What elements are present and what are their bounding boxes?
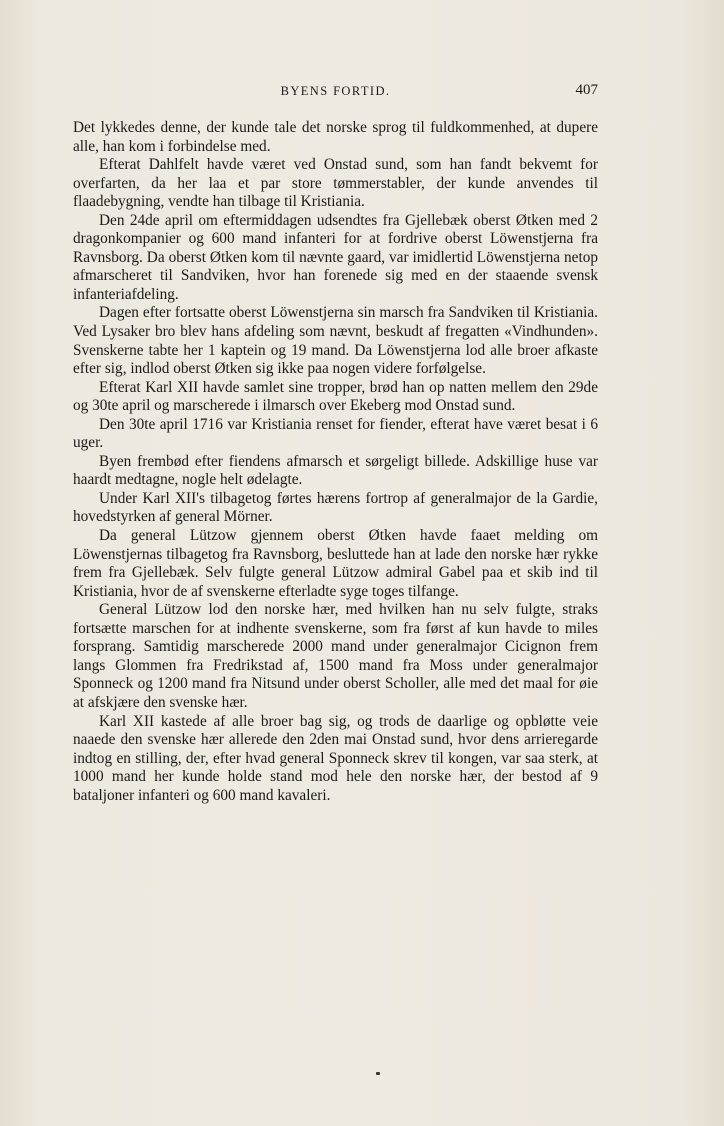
paragraph: General Lützow lod den norske hær, med hvilken han nu selv fulgte, straks fortsætte marschen for at indhente svenskerne, som fra først af kun havde to miles forsprang. Samtidig marscherede 2000 mand under generalmajor Cicignon frem langs Glommen fra Fredrikstad af, 1500 mand fra Moss under generalmajor Sponneck og 1200 mand fra Nitsund under oberst Scholler, alle med det maal for øie at afskjære den svenske hær. (73, 601, 598, 711)
ink-speck (376, 1072, 380, 1075)
paragraph: Den 30te april 1716 var Kristiania renset for fiender, efterat have været besat i 6 uger. (73, 415, 598, 452)
paragraph: Under Karl XII's tilbagetog førtes hærens fortrop af generalmajor de la Gardie, hovedstyrken af general Mörner. (73, 489, 598, 526)
paragraph: Dagen efter fortsatte oberst Löwenstjerna sin marsch fra Sandviken til Kristiania. Ved Lysaker bro blev hans afdeling som nævnt, beskudt af fregatten «Vindhunden». Svenskerne tabte her 1 kaptein og 19 mand. Da Löwenstjerna lod alle broer afkaste efter sig, indlod oberst Øtken sig ikke paa nogen videre forfølgelse. (73, 304, 598, 378)
body-text (73, 119, 598, 805)
paragraph: Den 24de april om eftermiddagen udsendtes fra Gjellebæk oberst Øtken med 2 dragonkompanier og 600 mand infanteri for at fordrive oberst Löwenstjerna fra Ravnsborg. Da oberst Øtken kom til nævnte gaard, var imidlertid Löwenstjerna netop afmarscheret til Sandviken, hvor han forenede sig med en der staaende svensk infanteriafdeling. (73, 211, 598, 303)
paragraph: Karl XII kastede af alle broer bag sig, og trods de daarlige og opbløtte veie naaede den svenske hær allerede den 2den mai Onstad sund, hvor dens arrieregarde indtog en stilling, der, efter hvad general Sponneck skrev til kongen, var saa sterk, at 1000 mand her kunde holde stand mod hele den norske hær, der bestod af 9 bataljoner infanteri og 600 mand kavaleri. (73, 712, 598, 804)
page-number: 407 (575, 82, 598, 98)
running-title: BYENS FORTID. (280, 84, 391, 98)
paragraph: Efterat Karl XII havde samlet sine tropper, brød han op natten mellem den 29de og 30te april og marscherede i ilmarsch over Ekeberg mod Onstad sund. (73, 378, 598, 415)
paragraph: Byen frembød efter fiendens afmarsch et sørgeligt billede. Adskillige huse var haardt medtagne, nogle helt ødelagte. (73, 452, 598, 489)
paragraph: Det lykkedes denne, der kunde tale det norske sprog til fuldkommenhed, at dupere alle, han kom i forbindelse med. (73, 119, 598, 155)
running-head (73, 82, 598, 102)
paragraph: Efterat Dahlfelt havde været ved Onstad sund, som han fandt bekvemt for overfarten, da her laa et par store tømmerstabler, der kunde anvendes til flaadebygning, vendte han tilbage til Kristiania. (73, 156, 598, 211)
paragraph: Da general Lützow gjennem oberst Øtken havde faaet melding om Löwenstjernas tilbagetog fra Ravnsborg, besluttede han at lade den norske hær rykke frem fra Gjellebæk. Selv fulgte general Lützow admiral Gabel paa et skib ind til Kristiania, hvor de af svenskerne efterladte syge toges tilfange. (73, 527, 598, 600)
